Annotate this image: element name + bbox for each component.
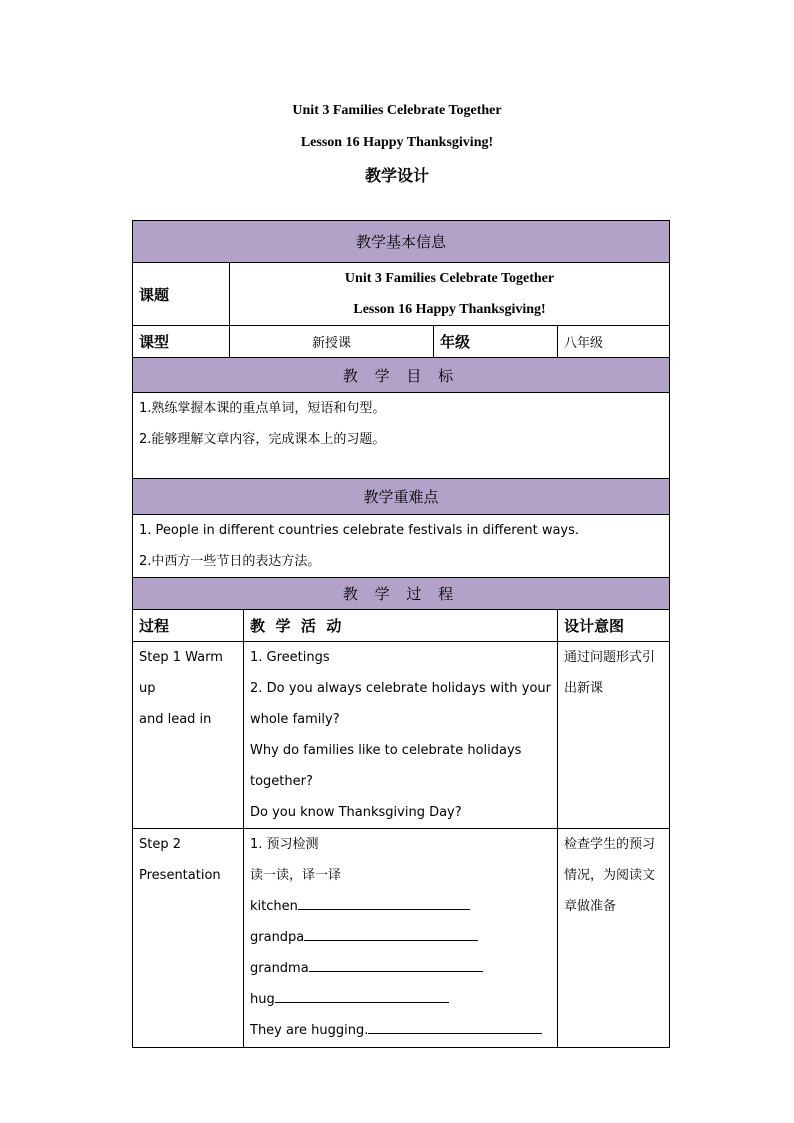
- key-point-item: 2.中西方一些节日的表达方法。: [139, 554, 321, 569]
- activity-line: 1. 预习检测: [250, 837, 319, 852]
- topic-line-2: Lesson 16 Happy Thanksgiving!: [353, 302, 546, 317]
- activity-cell: [244, 829, 558, 1048]
- basic-info-header: 教学基本信息: [133, 221, 670, 263]
- grade-label: 年级: [434, 326, 558, 358]
- fill-blank-item: [250, 953, 551, 984]
- answer-blank[interactable]: [275, 988, 449, 1003]
- step-line: and lead in: [139, 712, 212, 727]
- step-line: Presentation: [139, 868, 221, 883]
- fill-blank-item: [250, 891, 551, 922]
- blank-word: grandpa: [250, 930, 305, 945]
- blank-word: hug: [250, 992, 275, 1007]
- type-label: 课型: [133, 326, 230, 358]
- process-row: [133, 829, 670, 1048]
- grade-value: 八年级: [558, 326, 670, 358]
- key-points-header: 教学重难点: [133, 479, 670, 515]
- blank-word: kitchen: [250, 899, 298, 914]
- fill-blank-item: [250, 1015, 551, 1046]
- col-activity-header: 教 学 活 动: [244, 610, 558, 642]
- intent-line: 检查学生的预习: [564, 837, 656, 852]
- intent-line: 情况，为阅读文: [564, 868, 656, 883]
- topic-line-1: Unit 3 Families Celebrate Together: [344, 271, 555, 286]
- activity-line: 2. Do you always celebrate holidays with your: [250, 681, 551, 696]
- type-value: 新授课: [230, 326, 434, 358]
- intent-line: 出新课: [564, 681, 604, 696]
- col-intent-header: 设计意图: [558, 610, 670, 642]
- intent-cell: [558, 642, 670, 829]
- lesson-plan-table: [132, 220, 670, 1048]
- col-step-header: 过程: [133, 610, 244, 642]
- unit-title: Unit 3 Families Celebrate Together: [292, 103, 502, 118]
- activity-line: 1. Greetings: [250, 650, 330, 665]
- process-header: 教 学 过 程: [133, 578, 670, 610]
- objective-item: 1.熟练掌握本课的重点单词，短语和句型。: [139, 401, 386, 416]
- step-cell: [133, 829, 244, 1048]
- topic-value: [230, 263, 670, 326]
- answer-blank[interactable]: [368, 1019, 542, 1034]
- activity-line: whole family?: [250, 712, 340, 727]
- step-cell: [133, 642, 244, 829]
- intent-line: 通过问题形式引: [564, 650, 656, 665]
- process-row: [133, 642, 670, 829]
- answer-blank[interactable]: [309, 957, 483, 972]
- fill-blank-item: [250, 922, 551, 953]
- blank-word: They are hugging.: [250, 1023, 369, 1038]
- step-line: Step 2: [139, 837, 182, 852]
- lesson-title: Lesson 16 Happy Thanksgiving!: [300, 135, 494, 150]
- intent-line: 章做准备: [564, 899, 617, 914]
- key-point-item: 1. People in different countries celebrate festivals in different ways.: [139, 523, 580, 538]
- objectives-header: 教 学 目 标: [133, 358, 670, 393]
- activity-cell: [244, 642, 558, 829]
- step-line: Step 1 Warm up: [139, 650, 223, 696]
- doc-title: 教学设计: [364, 166, 429, 185]
- activity-line: Why do families like to celebrate holidays together?: [250, 743, 522, 789]
- intent-cell: [558, 829, 670, 1048]
- objective-item: 2.能够理解文章内容，完成课本上的习题。: [139, 432, 386, 447]
- topic-label: 课题: [133, 263, 230, 326]
- answer-blank[interactable]: [298, 895, 470, 910]
- activity-line: Do you know Thanksgiving Day?: [250, 805, 462, 820]
- blank-word: grandma: [250, 961, 309, 976]
- answer-blank[interactable]: [304, 926, 478, 941]
- fill-blank-item: [250, 984, 551, 1015]
- objectives-body: [133, 393, 670, 479]
- key-points-body: [133, 515, 670, 578]
- activity-line: 读一读，译一译: [250, 868, 342, 883]
